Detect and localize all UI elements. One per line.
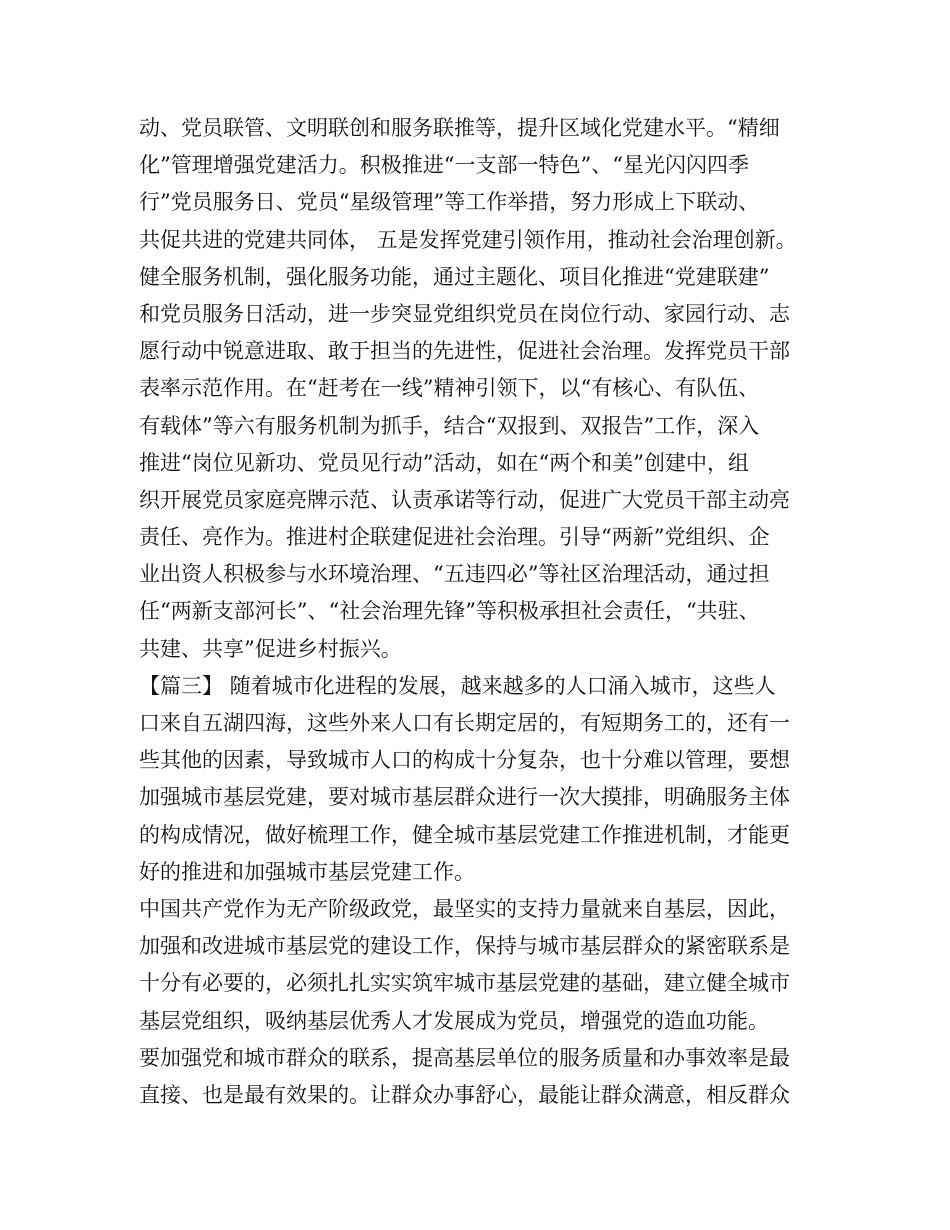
text-line: 要加强党和城市群众的联系，提高基层单位的服务质量和办事效率是最	[139, 1045, 790, 1070]
text-line: 好的推进和加强城市基层党建工作。	[139, 859, 475, 884]
text-line: 健全服务机制，强化服务功能，通过主题化、项目化推进“党建联建”	[139, 264, 770, 289]
text-line: 和党员服务日活动，进一步突显党组织党员在岗位行动、家园行动、志	[139, 301, 790, 326]
text-line: 动、党员联管、文明联创和服务联推等，提升区域化党建水平。“精细	[139, 116, 780, 140]
text-line: 责任、亮作为。推进村企联建促进社会治理。引导“两新”党组织、企	[139, 525, 770, 550]
text-line: 口来自五湖四海，这些外来人口有长期定居的，有短期务工的，还有一	[139, 711, 790, 735]
text-line: 表率示范作用。在“赶考在一线”精神引领下，以“有核心、有队伍、	[139, 376, 760, 401]
text-line: 基层党组织，吸纳基层优秀人才发展成为党员，增强党的造血功能。	[139, 1008, 769, 1033]
text-line: 行”党员服务日、党员“星级管理”等工作举措，努力形成上下联动、	[139, 190, 760, 215]
text-line: 化”管理增强党建活力。积极推进“一支部一特色”、“星光闪闪四季	[139, 153, 749, 178]
text-line: 愿行动中锐意进取、敢于担当的先进性，促进社会治理。发挥党员干部	[139, 339, 790, 364]
section-heading-line: 【篇三】 随着城市化进程的发展，越来越多的人口涌入城市，这些人	[139, 673, 776, 698]
text-line: 中国共产党作为无产阶级政党，最坚实的支持力量就来自基层，因此，	[139, 896, 790, 921]
text-line: 业出资人积极参与水环境治理、“五违四必”等社区治理活动，通过担	[139, 562, 770, 587]
text-line: 些其他的因素，导致城市人口的构成十分复杂，也十分难以管理，要想	[139, 748, 790, 773]
text-line: 推进“岗位见新功、党员见行动”活动，如在“两个和美”创建中，组	[139, 450, 749, 475]
text-line: 的构成情况，做好梳理工作，健全城市基层党建工作推进机制，才能更	[139, 822, 790, 847]
text-line: 任“两新支部河长”、“社会治理先锋”等积极承担社会责任，“共驻、	[139, 599, 760, 624]
text-line: 有载体”等六有服务机制为抓手，结合“双报到、双报告”工作，深入	[139, 413, 760, 438]
document-body	[139, 110, 839, 1114]
text-line: 织开展党员家庭亮牌示范、认责承诺等行动，促进广大党员干部主动亮	[139, 487, 790, 512]
text-line: 共建、共享”促进乡村振兴。	[139, 636, 402, 661]
text-line: 加强城市基层党建，要对城市基层群众进行一次大摸排，明确服务主体	[139, 785, 790, 810]
text-line: 十分有必要的，必须扎扎实实筑牢城市基层党建的基础，建立健全城市	[139, 971, 790, 996]
text-line: 直接、也是最有效果的。让群众办事舒心，最能让群众满意，相反群众	[139, 1082, 790, 1107]
text-line: 加强和改进城市基层党的建设工作，保持与城市基层群众的紧密联系是	[139, 934, 790, 959]
text-line: 共促共进的党建共同体， 五是发挥党建引领作用，推动社会治理创新。	[139, 227, 797, 252]
